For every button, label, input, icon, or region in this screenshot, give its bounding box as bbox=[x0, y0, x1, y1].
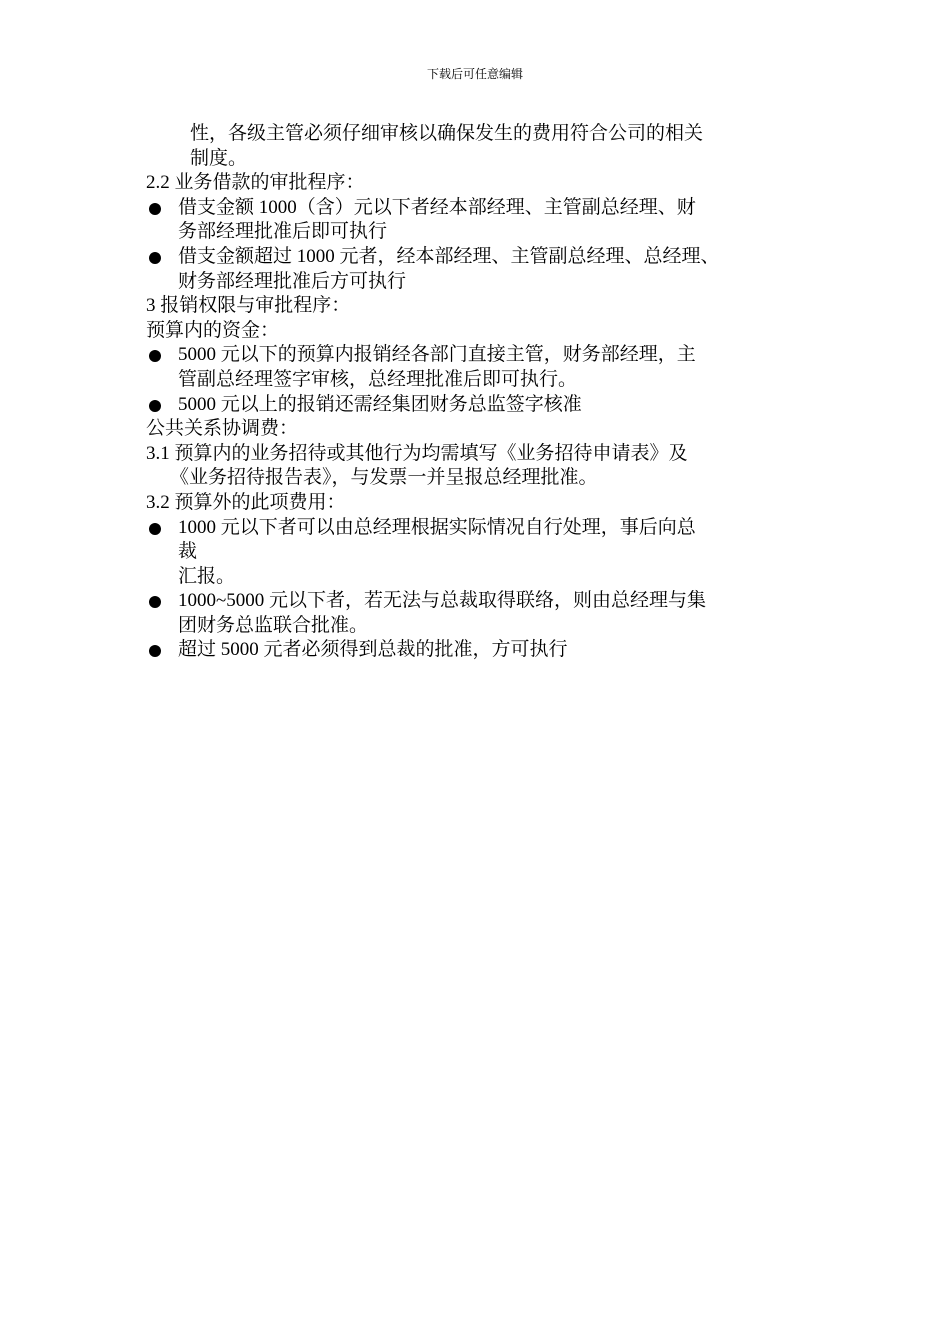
list-item-text: 汇报。 bbox=[178, 565, 236, 587]
list-item bbox=[146, 393, 826, 418]
list-item-text: 5000 元以下的预算内报销经各部门直接主管，财务部经理，主 bbox=[178, 344, 696, 366]
list-item-text: 财务部经理批准后方可执行 bbox=[178, 270, 407, 292]
paragraph-continuation-line: 性，各级主管必须仔细审核以确保发生的费用符合公司的相关 bbox=[190, 123, 704, 144]
list-item bbox=[146, 245, 826, 294]
bullet-icon bbox=[149, 400, 161, 412]
list-item-text: 1000 元以下者可以由总经理根据实际情况自行处理，事后向总 bbox=[178, 516, 696, 538]
page-header: 下载后可任意编辑 bbox=[426, 67, 523, 81]
paragraph-continuation-line: 制度。 bbox=[190, 147, 248, 169]
list-item-text: 借支金额 1000（含）元以下者经本部经理、主管副总经理、财 bbox=[178, 196, 696, 218]
document-body bbox=[146, 122, 826, 663]
section-heading-3: 3 报销权限与审批程序： bbox=[146, 295, 351, 317]
bullet-icon bbox=[149, 645, 161, 657]
list-item bbox=[146, 343, 826, 392]
list-item bbox=[146, 589, 826, 638]
paragraph-3-1-continuation: 《业务招待报告表》，与发票一并呈报总经理批准。 bbox=[170, 467, 598, 489]
list-item bbox=[146, 516, 826, 590]
section-heading-2-2: 2.2 业务借款的审批程序： bbox=[146, 172, 365, 194]
list-item-text: 借支金额超过 1000 元者，经本部经理、主管副总经理、总经理、 bbox=[178, 245, 720, 267]
list-item-text: 5000 元以上的报销还需经集团财务总监签字核准 bbox=[178, 393, 582, 415]
section-heading-3-2: 3.2 预算外的此项费用： bbox=[146, 491, 346, 513]
list-item-text: 管副总经理签字审核，总经理批准后即可执行。 bbox=[178, 368, 578, 390]
subheading-budget-inside: 预算内的资金： bbox=[146, 319, 280, 341]
list-item-text: 团财务总监联合批准。 bbox=[178, 614, 369, 636]
bullet-icon bbox=[149, 596, 161, 608]
bullet-icon bbox=[149, 203, 161, 215]
bullet-icon bbox=[149, 350, 161, 362]
list-item-text: 裁 bbox=[178, 541, 198, 563]
list-item-text: 务部经理批准后即可执行 bbox=[178, 221, 388, 243]
list-item-text: 超过 5000 元者必须得到总裁的批准，方可执行 bbox=[178, 639, 568, 661]
bullet-icon bbox=[149, 523, 161, 535]
subheading-pr-fee: 公共关系协调费： bbox=[146, 418, 299, 440]
list-item bbox=[146, 638, 826, 663]
paragraph-3-1: 3.1 预算内的业务招待或其他行为均需填写《业务招待申请表》及 bbox=[146, 442, 688, 464]
list-item-text: 1000~5000 元以下者，若无法与总裁取得联络，则由总经理与集 bbox=[178, 590, 707, 612]
bullet-icon bbox=[149, 252, 161, 264]
list-item bbox=[146, 196, 826, 245]
